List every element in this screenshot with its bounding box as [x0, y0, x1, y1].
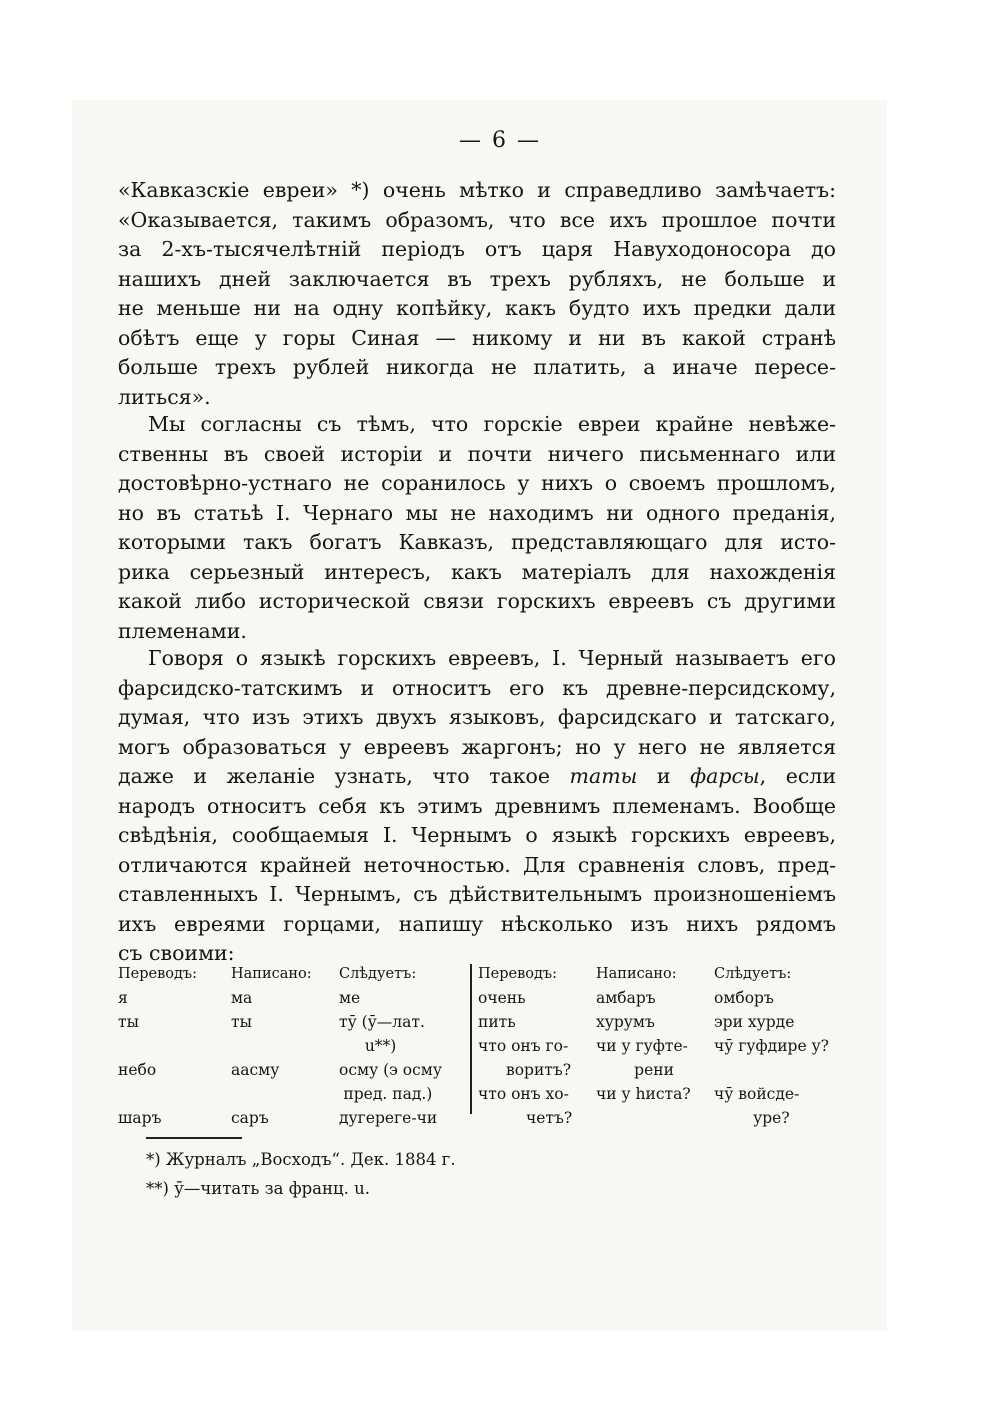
table-cell: чи у гуфте-: [596, 1037, 688, 1055]
footnote-2: **) ӯ—читать за франц. u.: [146, 1179, 370, 1198]
footnotes: [146, 1145, 456, 1203]
table-left-half: [118, 962, 468, 1130]
table-row: [118, 1106, 468, 1130]
italic-term-taty: таты: [569, 764, 638, 788]
header-translation: Переводъ:: [478, 966, 558, 982]
text-line: не меньше ни на одну копѣйку, какъ будто ихъ предки дали: [118, 296, 836, 320]
text-line: свѣдѣнія, сообщаемыя І. Чернымъ о языкѣ горскихъ евреевъ,: [118, 823, 836, 847]
text-line: обѣтъ еще у горы Синая — никому и ни въ какой странѣ: [118, 325, 836, 350]
table-cell: ме: [339, 989, 361, 1007]
table-cell: ты: [231, 1013, 252, 1031]
table-row: [478, 1010, 848, 1034]
text-line: могъ образоваться у евреевъ жаргонъ; но у него не является: [118, 734, 836, 759]
table-cell: воритъ?: [506, 1061, 572, 1079]
header-should-be: Слѣдуетъ:: [714, 966, 792, 982]
text-line: за 2-хъ-тысячелѣтній періодъ отъ царя Навуходоносора до: [118, 237, 836, 261]
table-cell: пить: [478, 1013, 516, 1031]
table-cell: u**): [364, 1037, 397, 1055]
table-cell: чи у һиста?: [596, 1085, 691, 1103]
text-line: отличаются крайней неточностью. Для сравненія словъ, пред-: [118, 852, 836, 877]
text-line: [118, 762, 836, 792]
text-line: думая, что изъ этихъ двухъ языковъ, фарсидскаго и татскаго,: [118, 705, 836, 729]
text-line: народъ относитъ себя къ этимъ древнимъ племенамъ. Вообще: [118, 793, 836, 818]
table-cell: рени: [634, 1061, 674, 1079]
text-line: литься».: [118, 384, 211, 409]
table-cell: саръ: [231, 1109, 269, 1127]
table-row: [478, 1058, 848, 1082]
italic-term-farsy: фарсы: [690, 764, 760, 788]
table-cell: небо: [118, 1061, 157, 1079]
table-cell: ты: [118, 1013, 139, 1031]
text-line: достовѣрно-устнаго не соранилось у нихъ о своемъ прошломъ,: [118, 471, 836, 495]
text-run: и: [637, 764, 691, 788]
table-cell: чӯ гуфдире у?: [714, 1037, 829, 1055]
paragraph-3: [118, 644, 836, 969]
table-cell: [118, 1082, 227, 1106]
table-cell: я: [118, 989, 128, 1007]
table-header-row: [478, 962, 848, 986]
table-cell: пред. пад.): [343, 1085, 433, 1103]
table-row: [478, 1106, 848, 1130]
table-cell: чӯ войсде-: [714, 1085, 800, 1103]
text-line: съ своими:: [118, 941, 235, 965]
table-row: [118, 1058, 468, 1082]
text-line: «Оказывается, такимъ образомъ, что все ихъ прошлое почти: [118, 207, 836, 232]
table-cell: аасму: [231, 1061, 280, 1079]
table-cell: [610, 1106, 694, 1130]
header-should-be: Слѣдуетъ:: [339, 966, 417, 982]
page-number: — 6 —: [459, 128, 541, 153]
text-line: фарсидско-татскимъ и относитъ его къ древне-персидскому,: [118, 675, 836, 700]
table-row: [118, 1010, 468, 1034]
text-line: рика серьезный интересъ, какъ матеріалъ для нахожденія: [118, 559, 836, 584]
text-line: «Кавказскіе евреи» *) очень мѣтко и справедливо замѣчаетъ:: [118, 178, 836, 202]
header-written: Написано:: [231, 966, 312, 982]
table-cell: шаръ: [118, 1109, 162, 1127]
table-header-row: [118, 962, 468, 986]
table-cell: омборъ: [714, 989, 774, 1007]
table-cell: дугереге-чи: [339, 1109, 438, 1127]
table-cell: эри хурде: [714, 1013, 795, 1031]
table-row: [478, 986, 848, 1010]
table-cell: тӯ (ӯ—лат.: [339, 1013, 425, 1031]
text-line: Мы согласны съ тѣмъ, что горскіе евреи крайне невѣже-: [148, 412, 836, 436]
text-line: нашихъ дней заключается въ трехъ рубляхъ, не больше и: [118, 266, 836, 291]
table-row: [478, 1082, 848, 1106]
table-row: [118, 1034, 468, 1058]
paragraph-2: [118, 410, 836, 646]
text-line: но въ статьѣ І. Чернаго мы не находимъ ни одного преданія,: [118, 500, 836, 525]
paragraph-1: [118, 176, 836, 412]
table-divider: [470, 964, 472, 1114]
text-line: ставленныхъ І. Чернымъ, съ дѣйствительнымъ произношеніемъ: [118, 882, 836, 906]
table-cell: [118, 1034, 208, 1058]
text-run: , если: [759, 764, 836, 788]
header-translation: Переводъ:: [118, 966, 198, 982]
table-cell: осму (э осму: [339, 1061, 442, 1079]
table-cell: [208, 1034, 294, 1058]
table-cell: уре?: [753, 1109, 790, 1127]
table-cell: амбаръ: [596, 989, 656, 1007]
table-cell: хурумъ: [596, 1013, 655, 1031]
table-row: [118, 1082, 468, 1106]
text-line: больше трехъ рублей никогда не платить, а иначе пересе-: [118, 355, 836, 379]
text-line: Говоря о языкѣ горскихъ евреевъ, І. Черный называетъ его: [148, 646, 836, 670]
text-line: ихъ евреями горцами, напишу нѣсколько изъ нихъ рядомъ: [118, 911, 836, 936]
table-row: [478, 1034, 848, 1058]
table-cell: [734, 1058, 848, 1082]
text-line: племенами.: [118, 618, 247, 643]
text-line: какой либо исторической связи горскихъ евреевъ съ другими: [118, 589, 836, 613]
table-row: [118, 986, 468, 1010]
table-cell: [227, 1082, 331, 1106]
table-cell: четъ?: [526, 1109, 573, 1127]
text-line: ственны въ своей исторіи и почти ничего письменнаго или: [118, 441, 836, 466]
table-cell: что онъ го-: [478, 1037, 569, 1055]
text-line: которыми такъ богатъ Кавказъ, представляющаго для исто-: [118, 530, 836, 554]
text-run: даже и желаніе узнать, что такое: [118, 764, 570, 788]
table-right-half: [478, 962, 848, 1130]
header-written: Написано:: [596, 966, 677, 982]
footnote-1: *) Журналъ „Восходъ“. Дек. 1884 г.: [146, 1150, 456, 1169]
footnote-rule: [146, 1137, 242, 1139]
table-cell: что онъ хо-: [478, 1085, 569, 1103]
table-cell: ма: [231, 989, 253, 1007]
table-cell: очень: [478, 989, 526, 1007]
